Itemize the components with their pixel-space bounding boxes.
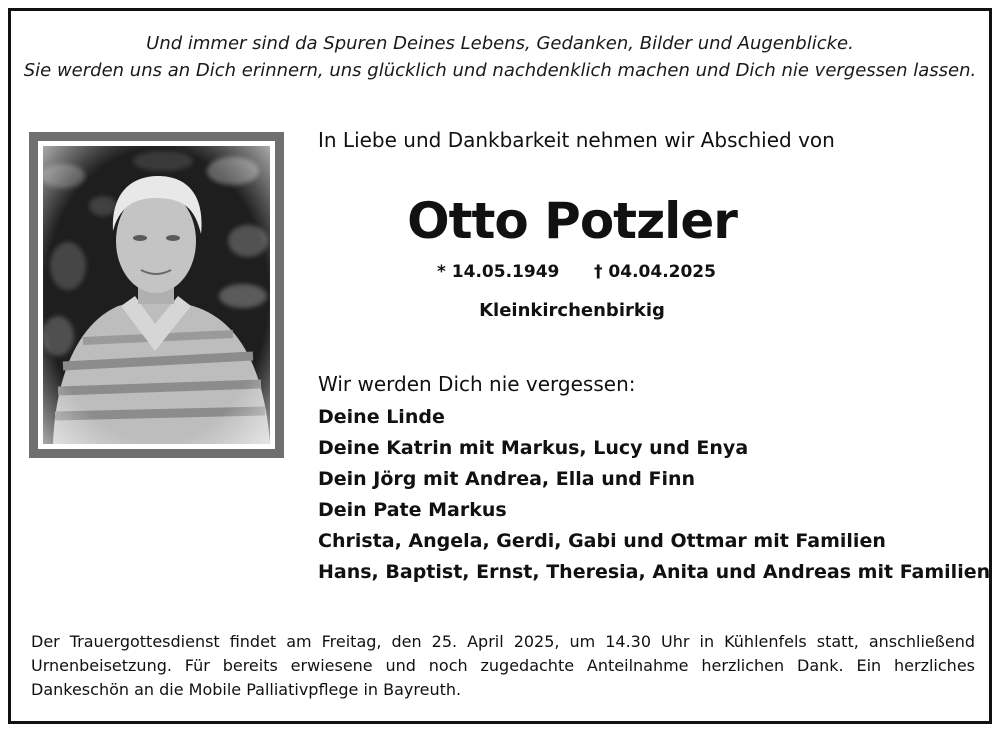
service-notice: Der Trauergottesdienst findet am Freitag, den 25. April 2025, um 14.30 Uhr in Kühlenfels statt, anschließend Urnenbeisetzung. Für bereits erwiesene und noch zugedachte Anteilnahme herzlichen Dank. Ein herzliches Dankeschön an die Mobile Palliativpflege in Bayreuth. [31,632,975,699]
mourner-line: Dein Pate Markus [318,499,507,521]
mourner-line: Deine Linde [318,406,445,428]
farewell-intro: In Liebe und Dankbarkeit nehmen wir Abschied von [318,128,835,152]
birth-date: * 14.05.1949 [437,262,560,282]
mourner-line: Hans, Baptist, Ernst, Theresia, Anita und Andreas mit Familien [318,561,991,583]
mourner-line: Deine Katrin mit Markus, Lucy und Enya [318,437,749,459]
mourner-line: Dein Jörg mit Andrea, Ella und Finn [318,468,696,490]
motto-line-1: Und immer sind da Spuren Deines Lebens, Gedanken, Bilder und Augenblicke. [146,33,854,54]
death-date: † 04.04.2025 [594,262,716,282]
portrait-photo [43,146,270,444]
deceased-name: Otto Potzler [407,192,737,250]
mourners-list [318,402,990,588]
mourner-line: Christa, Angela, Gerdi, Gabi und Ottmar mit Familien [318,530,886,552]
portrait-photo-frame [29,132,284,458]
mourners-intro: Wir werden Dich nie vergessen: [318,372,636,396]
motto [20,30,980,84]
motto-line-2: Sie werden uns an Dich erinnern, uns glücklich und nachdenklich machen und Dich nie vergessen lassen. [23,60,977,81]
hometown: Kleinkirchenbirkig [479,300,665,321]
